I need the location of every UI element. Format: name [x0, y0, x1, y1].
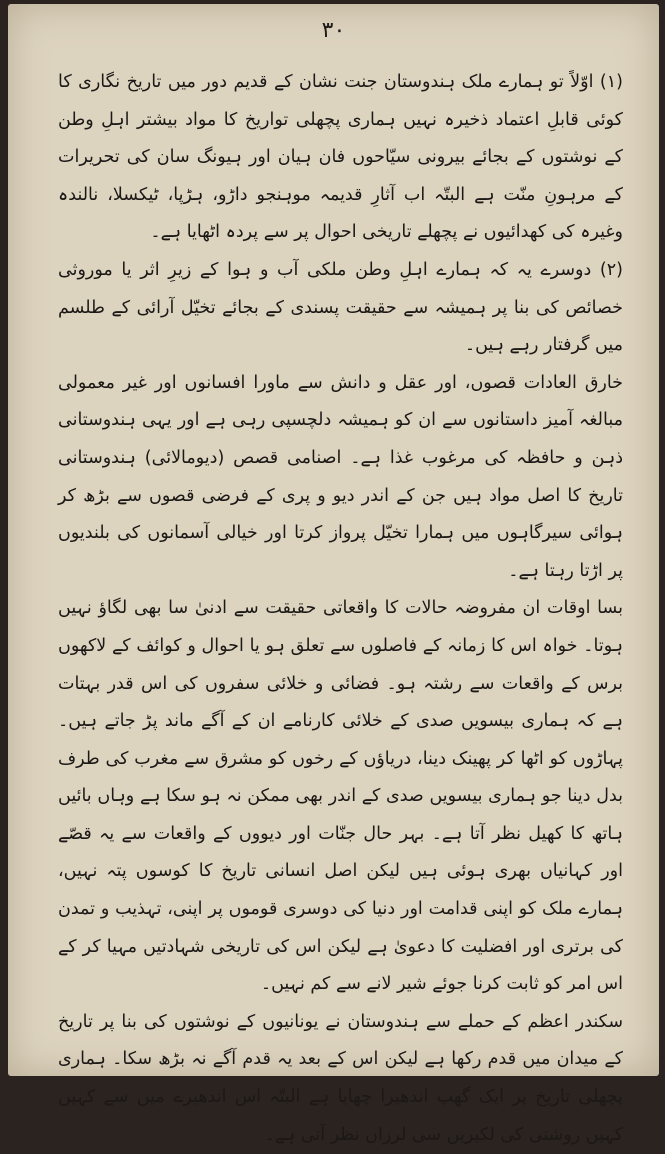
- paragraph-1: (۱) اوّلاً تو ہمارے ملک ہندوستان جنت نشان کے قدیم دور میں تاریخ نگاری کا کوئی قابلِ اعتماد ذخیرہ نہیں ہماری پچھلی تواریخ کا مواد بیشتر اہلِ وطن کے نوشتوں کے بجائے بیرونی سیّاحوں فان ہیان اور ہیونگ سان کی تحریرات کے مرہونِ منّت ہے البتّہ اب آثارِ قدیمہ موہنجو داڑو، ہڑپا، ٹیکسلا، نالندہ وغیرہ کی کھدائیوں نے پچھلے تاریخی احوال پر سے پردہ اٹھایا ہے۔: [58, 72, 623, 243]
- paragraph-2: (۲) دوسرے یہ کہ ہمارے اہلِ وطن ملکی آب و ہوا کے زیرِ اثر یا موروثی خصائص کی بنا پر ہمیشہ سے حقیقت پسندی کے بجائے تخیّل آرائی کے طلسم میں گرفتار رہے ہیں۔: [58, 259, 623, 356]
- page-body: [58, 64, 623, 1154]
- page-number: ۳۰: [321, 18, 346, 43]
- paragraph-4: بسا اوقات ان مفروضہ حالات کا واقعاتی حقیقت سے ادنیٰ سا بھی لگاؤ نہیں ہوتا۔ خواہ اس کا زمانہ کے فاصلوں سے تعلق ہو یا احوال و کوائف کے لاکھوں برس کے واقعات سے رشتہ ہو۔ فضائی و خلائی سفروں کی اس قدر بہتات ہے کہ ہماری بیسویں صدی کے خلائی کارنامے ان کے آگے ماند پڑ جاتے ہیں۔ پہاڑوں کو اٹھا کر پھینک دینا، دریاؤں کے رخوں کو مشرق سے مغرب کی طرف بدل دینا جو ہماری بیسویں صدی کے اندر بھی ممکن نہ ہو سکا ہے وہاں بائیں ہاتھ کا کھیل نظر آتا ہے۔ بہر حال جنّات اور دیووں کے واقعات سے یہ قصّے اور کہانیاں بھری ہوئی ہیں لیکن اصل انسانی تاریخ کا کوسوں پتہ نہیں، ہمارے ملک کو اپنی قدامت اور دنیا کی دوسری قوموں پر اپنی، تہذیب و تمدن کی برتری اور افضلیت کا دعویٰ ہے لیکن اس کی تاریخی شہادتیں مہیا کر کے اس امر کو ثابت کرنا جوئے شیر لانے سے کم نہیں۔: [58, 598, 623, 995]
- book-page: [8, 4, 659, 1145]
- paragraph-5: سکندر اعظم کے حملے سے ہندوستان نے یونانیوں کے نوشتوں کی بنا پر تاریخ کے میدان میں قدم رکھا ہے لیکن اس کے بعد یہ قدم آگے نہ بڑھ سکا۔ ہماری پچھلی تاریخ پر ایک گھپ اندھیرا چھایا ہے البتّہ اس اندھیرے میں سے کہیں کہیں روشنی کی لکیریں سی لرزاں نظر آتی ہے۔: [58, 1011, 623, 1145]
- paragraph-3: خارق العادات قصوں، اور عقل و دانش سے ماورا افسانوں اور غیر معمولی مبالغہ آمیز داستانوں سے ان کو ہمیشہ دلچسپی رہی ہے اور یہی ہندوستانی ذہن و حافظہ کی مرغوب غذا ہے۔ اصنامی قصص (دیومالائی) ہندوستانی تاریخ کا اصل مواد ہیں جن کے اندر دیو و پری کے فرضی قصوں سے بڑھ کر ہوائی سیرگاہوں میں ہمارا تخیّل پرواز کرتا اور خیالی آسمانوں کی بلندیوں پر اڑتا رہتا ہے۔: [58, 372, 623, 581]
